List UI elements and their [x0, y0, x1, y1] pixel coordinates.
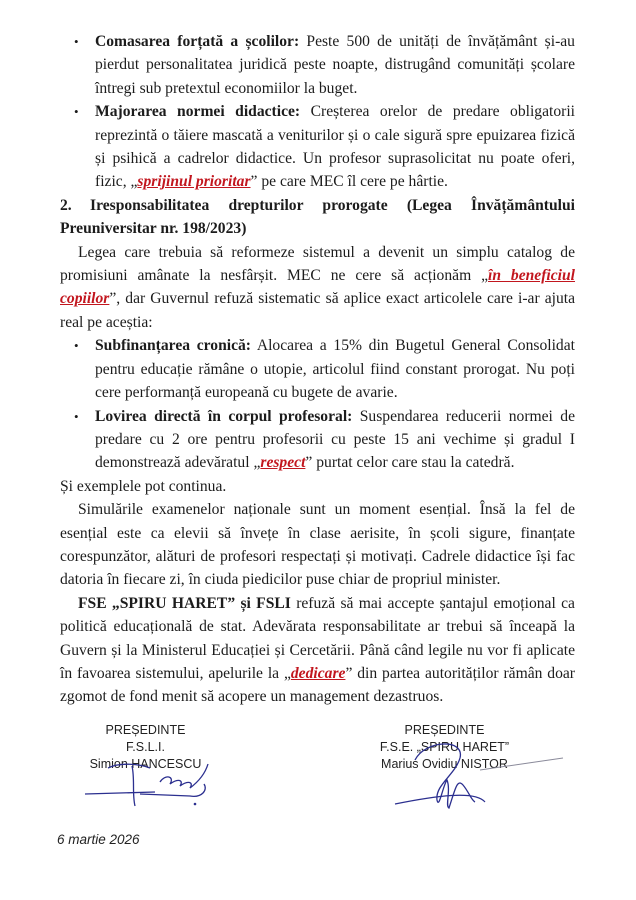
- bullet-text: Peste 500 de unități de învățământ și-au pierdut personalitatea juridică peste noapte, distrugând comunități școlare întregi sub pretextul economiilor la buget.: [95, 33, 575, 97]
- bullet-list-top: [60, 30, 575, 194]
- bullet-title: Comasarea forțată a școlilor:: [95, 33, 300, 50]
- bullet-text: Creșterea orelor de predare obligatorii reprezintă o tăiere mascată a veniturilor și o cale sigură spre epuizarea fizică și psihică a cadrelor didactice. Un profesor suprasolicitat nu poate oferi, fizic, „: [95, 103, 576, 191]
- signer-name: Simion HANCESCU: [89, 757, 202, 771]
- list-item: [60, 30, 575, 100]
- paragraph-simulari: Simulările examenelor naționale sunt un moment esențial. Însă la fel de esențial este ca elevii să învețe în clase aerisite, în școli sigure, finanțate corespunzător, alături de profesori respectați și motivați. Cadrele didactice își fac datoria în fiecare zi, în ciuda piedicilor puse chiar de propriul minister.: [60, 501, 575, 589]
- signature-block-fsli: [78, 722, 213, 773]
- bullet-title: Majorarea normei didactice:: [95, 103, 301, 121]
- paragraph-text: ” din partea autorităților rămân doar zgomot de fond menit să acopere un management dezastruos.: [60, 664, 575, 706]
- signer-name: Marius Ovidiu NISTOR: [381, 757, 508, 771]
- highlight-quote: sprijinul prioritar: [137, 173, 251, 191]
- signatures-area: [0, 722, 636, 812]
- section-intro: [60, 241, 575, 335]
- highlight-quote: dedicare: [290, 664, 346, 682]
- bullet-icon: •: [74, 104, 79, 120]
- bullet-title: Lovirea directă în corpul profesoral:: [95, 407, 353, 425]
- highlight-quote: respect: [260, 454, 306, 472]
- section-closing: Și exemplele pot continua.: [60, 477, 227, 495]
- signer-org: F.S.L.I.: [126, 740, 165, 754]
- bullet-icon: •: [74, 34, 79, 49]
- section-number: 2.: [60, 196, 72, 214]
- bullet-icon: •: [74, 408, 79, 424]
- bullet-text: ” pe care MEC îl cere pe hârtie.: [250, 173, 448, 191]
- list-item: [60, 334, 575, 404]
- bullet-icon: •: [74, 338, 79, 354]
- signer-role: PREȘEDINTE: [404, 723, 485, 737]
- section-title: Iresponsabilitatea drepturilor prorogate (Legea Învățământului Preuniversitar nr. 198/2023): [60, 196, 575, 238]
- signer-org: F.S.E. „SPIRU HARET”: [379, 740, 510, 754]
- bullet-list-section2: [60, 334, 575, 474]
- bullet-text: Suspendarea reducerii normei de predare cu 2 ore pentru profesorii cu peste 15 ani vechime și gradul I demonstrează adevăratul „: [95, 407, 575, 472]
- unions-name: FSE „SPIRU HARET” și FSLI: [78, 594, 291, 612]
- bullet-text: ” purtat celor care stau la catedră.: [305, 454, 515, 472]
- highlight-quote: în beneficiul copiilor: [60, 267, 576, 308]
- list-item: [60, 405, 575, 475]
- paragraph-text: refuză să mai accepte șantajul emoțional ca politică educațională de stat. Adevărata responsabilitate ar trebui să înceapă la Guvern și la Ministerul Educației și Cercetării. Până când legile nu vor fi aplicate în favoarea sistemului, apelurile la „: [60, 594, 575, 682]
- paragraph-final: [60, 592, 575, 709]
- bullet-title: Subfinanțarea cronică:: [95, 337, 251, 355]
- document-page: [60, 0, 575, 709]
- list-item: [60, 100, 575, 194]
- intro-text: ”, dar Guvernul refuză sistematic să aplice exact articolele care i-ar ajuta real pe aceștia:: [60, 290, 575, 331]
- bullet-text: Alocarea a 15% din Bugetul General Consolidat pentru educație rămâne o utopie, articolul fiind constant prorogat. Nu poți cere performanță europeană cu bugete de avarie.: [95, 337, 575, 402]
- document-date: 6 martie 2026: [57, 832, 140, 847]
- signer-role: PREȘEDINTE: [105, 723, 186, 737]
- section-heading: [60, 194, 575, 241]
- intro-text: Legea care trebuia să reformeze sistemul a devenit un simplu catalog de promisiuni amânate la nesfârșit. MEC ne cere să acționăm „: [60, 243, 575, 285]
- signature-block-fse: [362, 722, 527, 773]
